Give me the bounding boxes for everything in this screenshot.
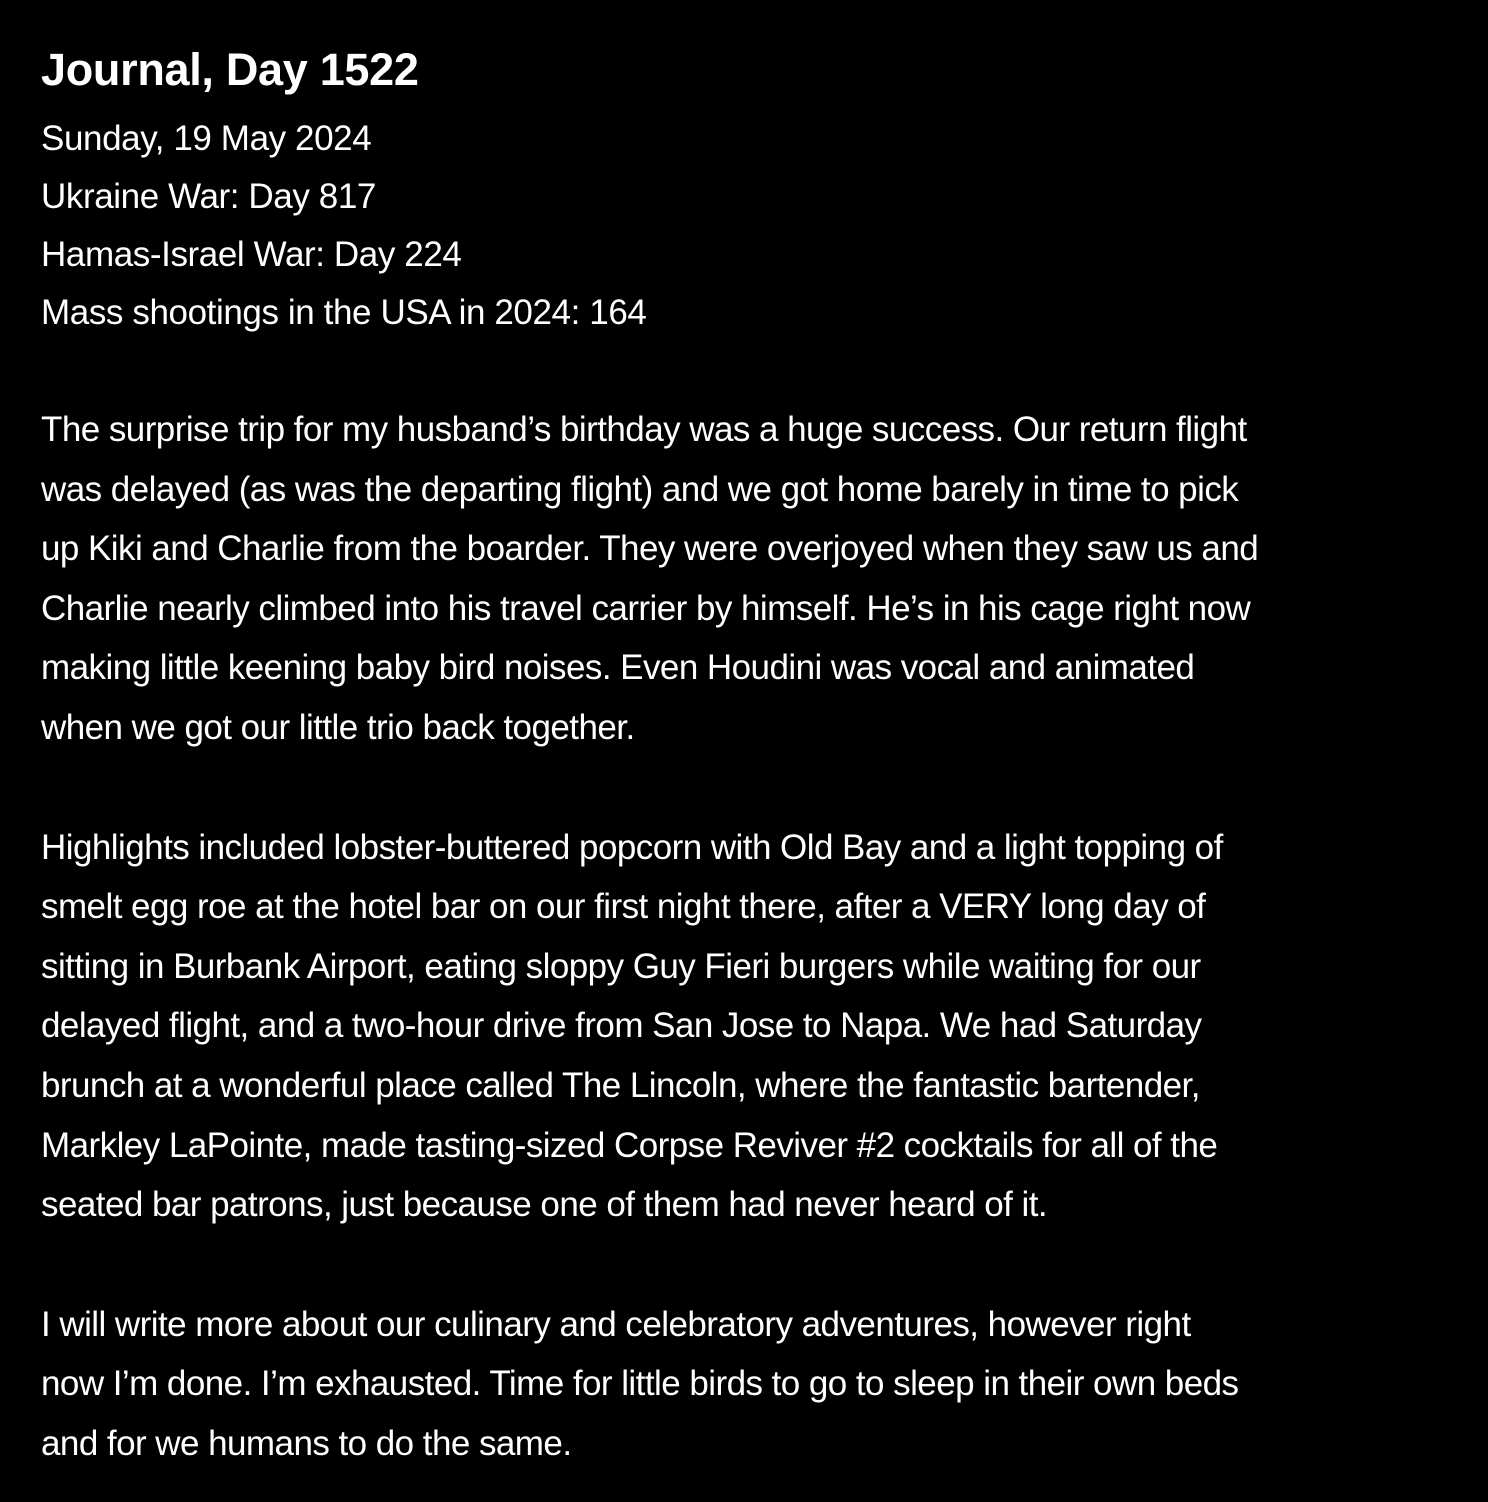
paragraph-line: when we got our little trio back together.	[41, 707, 635, 747]
paragraph-line: seated bar patrons, just because one of them had never heard of it.	[41, 1185, 1048, 1225]
paragraph-line: Charlie nearly climbed into his travel carrier by himself. He’s in his cage right now	[41, 588, 1251, 628]
paragraph-line: Markley LaPointe, made tasting-sized Corpse Reviver #2 cocktails for all of the	[41, 1125, 1218, 1165]
hamas-israel-war-counter: Hamas-Israel War: Day 224	[41, 235, 462, 274]
journal-title: Journal, Day 1522	[41, 44, 419, 95]
journal-meta	[41, 110, 1448, 342]
mass-shootings-counter: Mass shootings in the USA in 2024: 164	[41, 293, 647, 332]
paragraph-line: Highlights included lobster-buttered popcorn with Old Bay and a light topping of	[41, 827, 1223, 867]
paragraph-line: smelt egg roe at the hotel bar on our first night there, after a VERY long day of	[41, 887, 1206, 927]
paragraph-line: making little keening baby bird noises. Even Houdini was vocal and animated	[41, 648, 1195, 688]
paragraph-line: brunch at a wonderful place called The Lincoln, where the fantastic bartender,	[41, 1065, 1200, 1105]
paragraph-closing	[41, 1295, 1448, 1474]
paragraph-line: delayed flight, and a two-hour drive from San Jose to Napa. We had Saturday	[41, 1006, 1202, 1046]
paragraph-trip-summary	[41, 400, 1448, 758]
paragraph-line: up Kiki and Charlie from the boarder. They were overjoyed when they saw us and	[41, 529, 1259, 569]
paragraph-line: The surprise trip for my husband’s birthday was a huge success. Our return flight	[41, 410, 1247, 449]
paragraph-line: and for we humans to do the same.	[41, 1423, 572, 1463]
ukraine-war-counter: Ukraine War: Day 817	[41, 177, 376, 216]
paragraph-highlights	[41, 818, 1448, 1235]
paragraph-line: was delayed (as was the departing flight) and we got home barely in time to pick	[41, 469, 1239, 509]
paragraph-line: sitting in Burbank Airport, eating sloppy Guy Fieri burgers while waiting for our	[41, 946, 1201, 986]
paragraph-line: I will write more about our culinary and celebratory adventures, however right	[41, 1304, 1191, 1344]
paragraph-line: now I’m done. I’m exhausted. Time for little birds to go to sleep in their own beds	[41, 1364, 1239, 1404]
date-line: Sunday, 19 May 2024	[41, 119, 372, 158]
